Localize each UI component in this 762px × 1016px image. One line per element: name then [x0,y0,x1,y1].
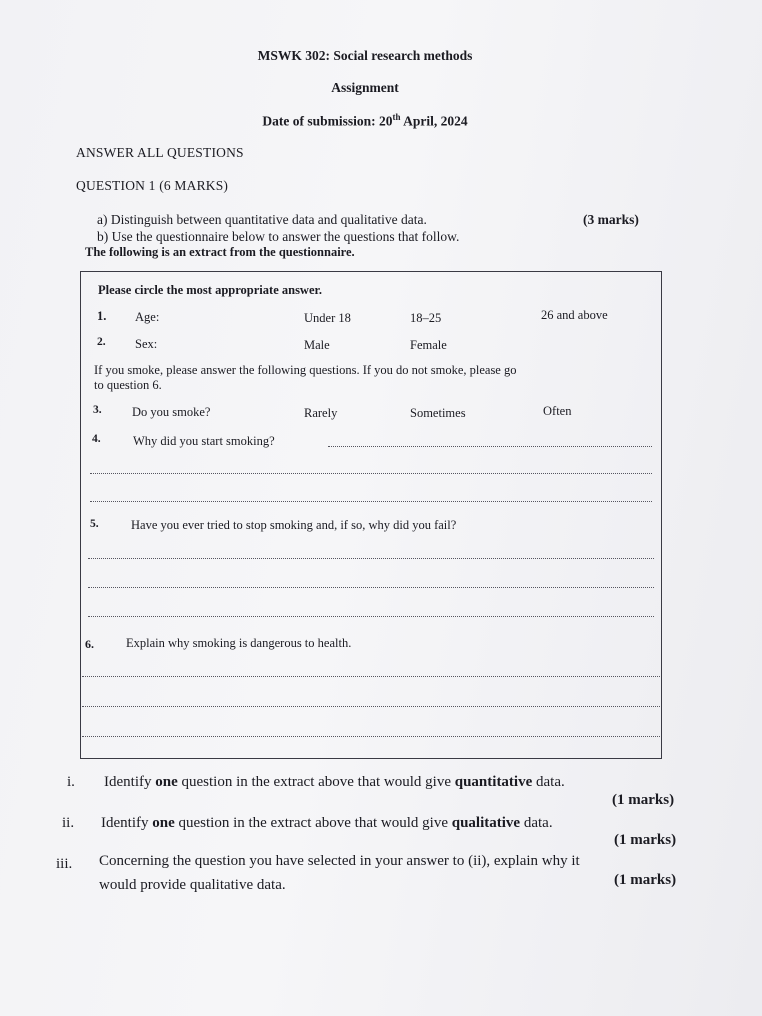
q1-option-under-18: Under 18 [304,311,351,325]
instructions: ANSWER ALL QUESTIONS [76,145,244,160]
subq-iii-marks: (1 marks) [614,872,677,888]
q1-label: Age: [135,310,160,324]
submission-date [0,112,730,130]
q6-number: 6. [85,637,94,651]
extract-intro: The following is an extract from the questionnaire. [85,245,355,259]
smoke-note-line1: If you smoke, please answer the following questions. If you do not smoke, please go [94,363,517,377]
q5-answer-line-3 [88,616,654,617]
q2-label: Sex: [135,337,158,351]
subq-ii-marks: (1 marks) [614,832,677,848]
q5-answer-line-2 [88,587,654,588]
q6-answer-line-2 [82,706,660,707]
part-a: a) Distinguish between quantitative data and qualitative data. [97,212,427,227]
subq-ii-text: Identify one question in the extract above that would give qualitative data. [101,815,553,831]
q3-option-often: Often [543,404,572,418]
date-prefix: Date of submission: 20 [262,113,393,129]
q1-option-18-25: 18–25 [410,311,442,325]
smoke-note-line2: to question 6. [94,378,162,392]
subq-ii-numeral: ii. [62,815,75,831]
subq-iii-line2: would provide qualitative data. [99,877,286,893]
q2-option-male: Male [304,338,330,352]
q2-number: 2. [97,336,106,348]
part-a-marks: (3 marks) [583,212,639,227]
subq-iii-line1: Concerning the question you have selected in your answer to (ii), explain why it [99,853,580,869]
part-b: b) Use the questionnaire below to answer the questions that follow. [97,229,460,244]
subq-i-numeral: i. [67,774,75,790]
q4-answer-line-3 [90,501,652,502]
q6-label: Explain why smoking is dangerous to health. [126,636,352,650]
date-superscript: th [392,112,401,122]
q3-label: Do you smoke? [132,405,211,419]
q4-answer-line-1 [328,446,652,447]
q3-number: 3. [93,404,102,416]
question1-title: QUESTION 1 (6 MARKS) [76,178,229,193]
subq-i-marks: (1 marks) [612,792,675,808]
q4-number: 4. [92,433,101,445]
q4-label: Why did you start smoking? [133,434,275,448]
q3-option-rarely: Rarely [304,406,338,420]
q4-answer-line-2 [90,473,652,474]
questionnaire-instruction: Please circle the most appropriate answer. [98,283,323,297]
q6-answer-line-3 [82,736,660,737]
q6-answer-line-1 [82,676,660,677]
q1-number: 1. [97,309,107,323]
questionnaire-extract [80,271,662,759]
q5-answer-line-1 [88,558,654,559]
assignment-title: Assignment [331,80,399,95]
q5-number: 5. [90,518,99,530]
q1-option-26-above: 26 and above [541,308,608,322]
q3-option-sometimes: Sometimes [410,406,466,420]
subq-i-text: Identify one question in the extract above that would give quantitative data. [104,774,565,790]
date-suffix: April, 2024 [400,113,468,129]
subq-iii-numeral: iii. [56,856,73,872]
q2-option-female: Female [410,338,447,352]
q5-label: Have you ever tried to stop smoking and, if so, why did you fail? [131,518,457,532]
course-title: MSWK 302: Social research methods [257,48,473,63]
